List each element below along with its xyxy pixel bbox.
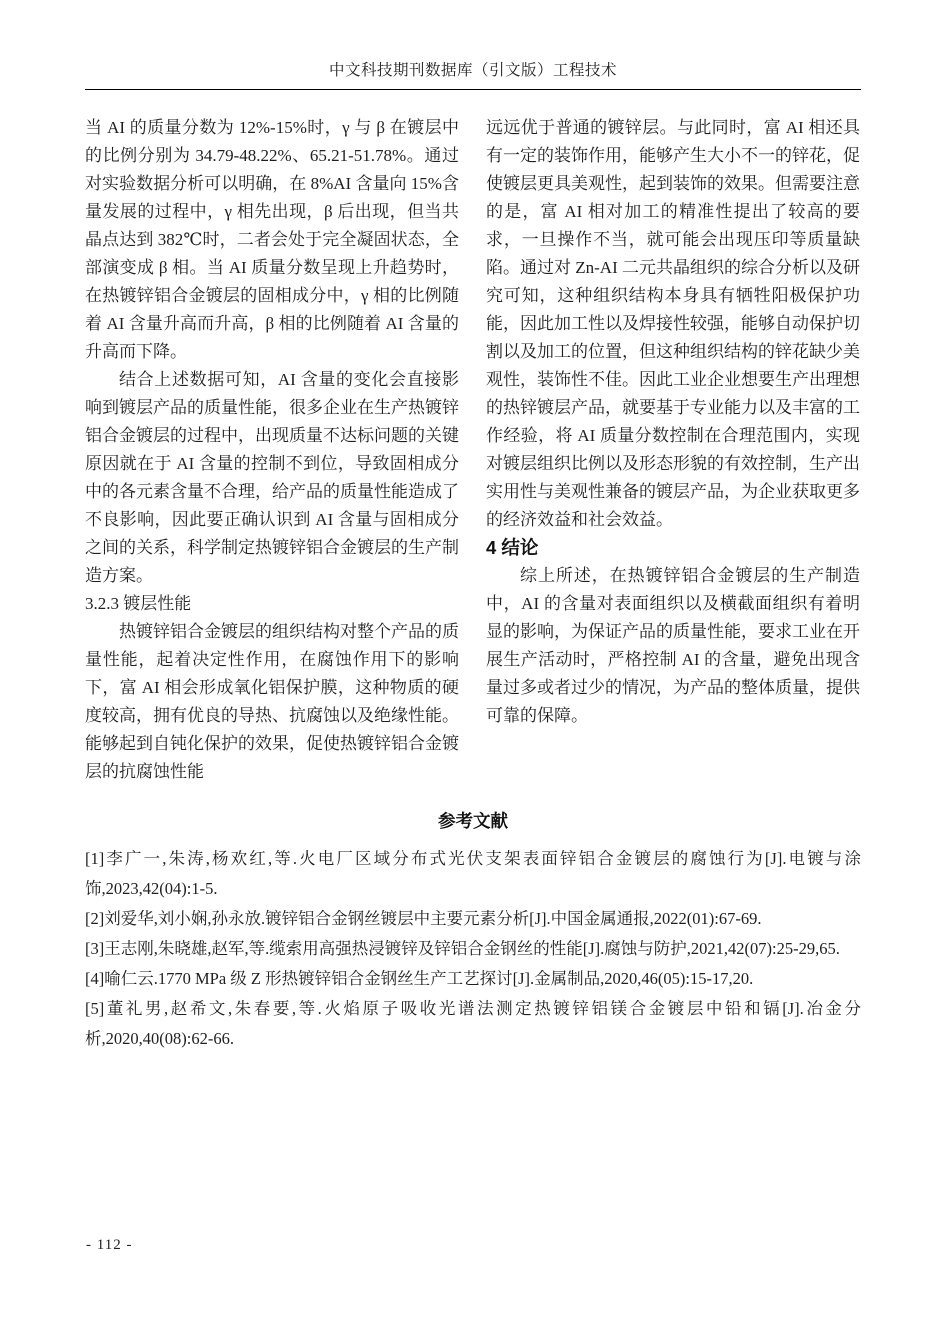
reference-item-5: [5]董礼男,赵希文,朱春要,等.火焰原子吸收光谱法测定热镀锌铝镁合金镀层中铅和镉[J].冶金分析,2020,40(08):62-66. — [85, 999, 861, 1048]
page-number: - 112 - — [86, 1237, 133, 1253]
body-paragraph: 远远优于普通的镀锌层。与此同时，富 AI 相还具有一定的装饰作用，能够产生大小不一的锌花，促使镀层更具美观性，起到装饰的效果。但需要注意的是，富 AI 相对加工的精准性提出了较高的要求，一旦操作不当，就可能会出现压印等质量缺陷。通过对 Zn-AI 二元共晶组织的综合分析以及研究可知，这种组织结构本身具有牺牲阳极保护功能，因此加工性以及焊接性较强，能够自动保护切割以及加工的位置，但这种组织结构的锌花缺少美观性，装饰性不佳。因此工业企业想要生产出理想的热锌镀层产品，就要基于专业能力以及丰富的工作经验，将 AI 质量分数控制在合理范围内，实现对镀层组织比例以及形态形貌的有效控制，生产出实用性与美观性兼备的镀层产品，为企业获取更多的经济效益和社会效益。 — [486, 118, 860, 529]
references-section — [85, 806, 861, 1054]
body-columns — [85, 114, 861, 786]
reference-item-4: [4]喻仁云.1770 MPa 级 Z 形热镀锌铝合金钢丝生产工艺探讨[J].金属制品,2020,46(05):15-17,20. — [85, 969, 754, 988]
body-paragraph: 结合上述数据可知，AI 含量的变化会直接影响到镀层产品的质量性能，很多企业在生产热镀锌铝合金镀层的过程中，出现质量不达标问题的关键原因就在于 AI 含量的控制不到位，导致固相成分中的各元素含量不合理，给产品的质量性能造成了不良影响，因此要正确认识到 AI 含量与固相成分之间的关系，科学制定热镀锌铝合金镀层的生产制造方案。 — [85, 370, 459, 585]
header-rule — [85, 89, 861, 90]
left-column — [85, 114, 459, 786]
body-paragraph: 综上所述，在热镀锌铝合金镀层的生产制造中，AI 的含量对表面组织以及横截面组织有着明显的影响，为保证产品的质量性能，要求工业在开展生产活动时，严格控制 AI 的含量，避免出现含量过多或者过少的情况，为产品的整体质量，提供可靠的保障。 — [486, 566, 860, 725]
body-paragraph: 当 AI 的质量分数为 12%-15%时，γ 与 β 在镀层中的比例分别为 34.79-48.22%、65.21-51.78%。通过对实验数据分析可以明确，在 8%AI 含量向 15%含量发展的过程中，γ 相先出现，β 后出现，但当共晶点达到 382℃时，二者会处于完全凝固状态，全部演变成 β 相。当 AI 质量分数呈现上升趋势时，在热镀锌铝合金镀层的固相成分中，γ 相的比例随着 AI 含量升高而升高，β 相的比例随着 AI 含量的升高而下降。 — [85, 118, 459, 361]
reference-item-2: [2]刘爱华,刘小娴,孙永放.镀锌铝合金钢丝镀层中主要元素分析[J].中国金属通报,2022(01):67-69. — [85, 909, 762, 928]
page-content — [85, 58, 861, 1054]
body-paragraph: 热镀锌铝合金镀层的组织结构对整个产品的质量性能，起着决定性作用，在腐蚀作用下的影响下，富 AI 相会形成氧化铝保护膜，这种物质的硬度较高，拥有优良的导热、抗腐蚀以及绝缘性能。能够起到自钝化保护的效果，促使热镀锌铝合金镀层的抗腐蚀性能 — [85, 622, 459, 781]
references-title: 参考文献 — [438, 811, 508, 831]
journal-header: 中文科技期刊数据库（引文版）工程技术 — [328, 62, 617, 79]
reference-item-1: [1]李广一,朱涛,杨欢红,等.火电厂区域分布式光伏支架表面锌铝合金镀层的腐蚀行为[J].电镀与涂饰,2023,42(04):1-5. — [85, 849, 861, 898]
section-heading-4-conclusion: 4 结论 — [486, 537, 539, 558]
reference-item-3: [3]王志刚,朱晓雄,赵军,等.缆索用高强热浸镀锌及锌铝合金钢丝的性能[J].腐蚀与防护,2021,42(07):25-29,65. — [85, 939, 840, 958]
right-column — [486, 114, 860, 786]
section-heading-3-2-3: 3.2.3 镀层性能 — [85, 594, 192, 613]
